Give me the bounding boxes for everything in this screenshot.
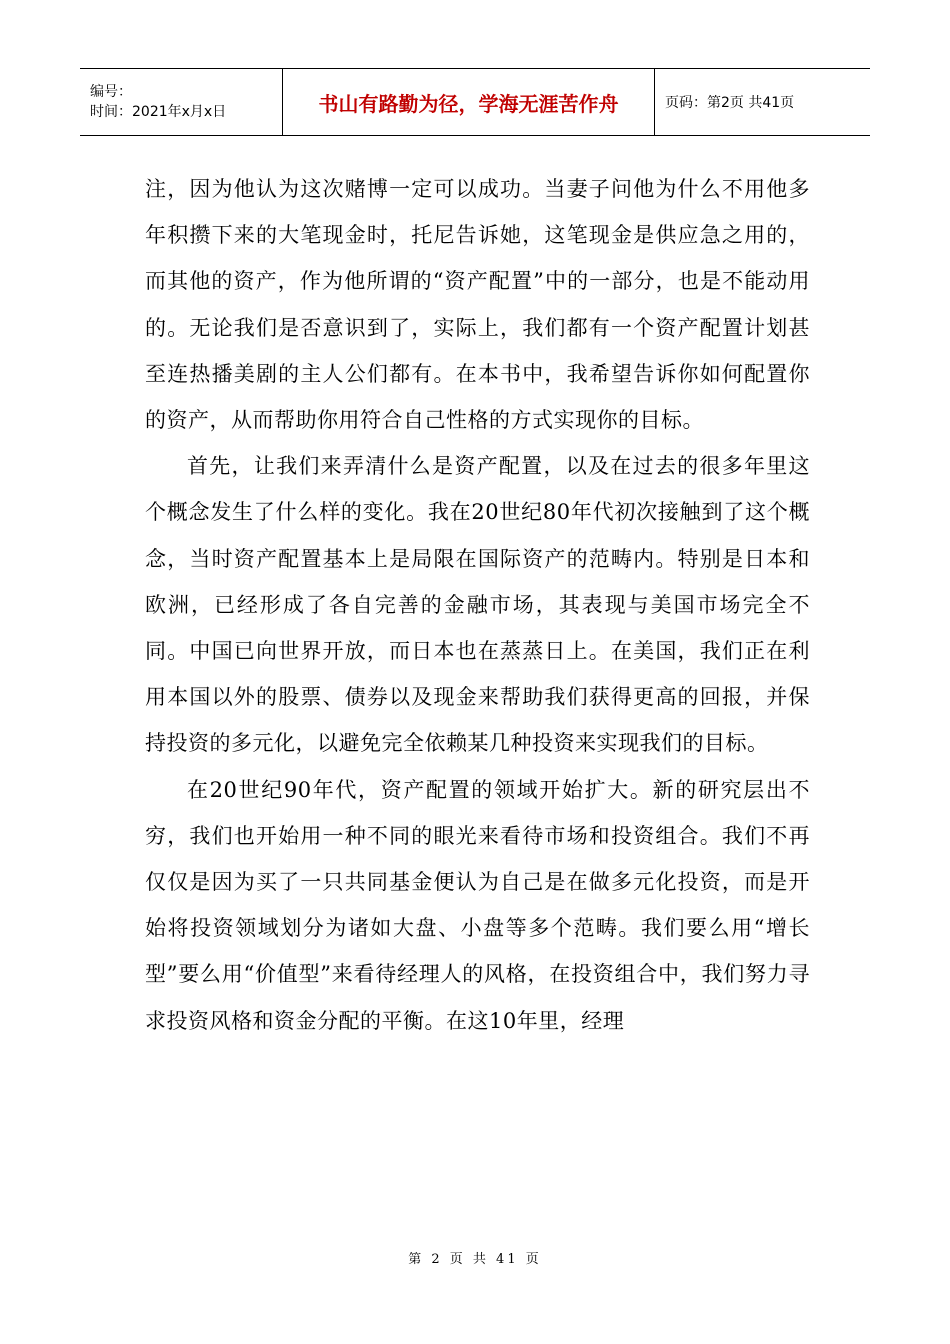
document-body (145, 166, 810, 1044)
header-page-cell (655, 69, 870, 135)
paragraph: 在20世纪90年代，资产配置的领域开始扩大。新的研究层出不穷，我们也开始用一种不同的眼光来看待市场和投资组合。我们不再仅仅是因为买了一只共同基金便认为自己是在做多元化投资，而是开始将投资领域划分为诸如大盘、小盘等多个范畴。我们要么用“增长型”要么用“价值型”来看待经理人的风格，在投资组合中，我们努力寻求投资风格和资金分配的平衡。在这10年里，经理 (145, 777, 810, 1033)
header-meta (80, 69, 283, 135)
document-date-label: 时间：2021年x月x日 (90, 104, 227, 120)
document-number-label: 编号： (90, 84, 132, 100)
header-motto-cell (283, 69, 655, 135)
page-footer: 第 2 页 共 41 页 (408, 1252, 542, 1267)
page-header (80, 68, 870, 136)
paragraph: 首先，让我们来弄清什么是资产配置，以及在过去的很多年里这个概念发生了什么样的变化。我在20世纪80年代初次接触到了这个概念，当时资产配置基本上是局限在国际资产的范畴内。特别是日本和欧洲，已经形成了各自完善的金融市场，其表现与美国市场完全不同。中国已向世界开放，而日本也在蒸蒸日上。在美国，我们正在利用本国以外的股票、债券以及现金来帮助我们获得更高的回报，并保持投资的多元化，以避免完全依赖某几种投资来实现我们的目标。 (145, 454, 810, 756)
header-motto: 书山有路勤为径，学海无涯苦作舟 (318, 91, 619, 116)
paragraph: 注，因为他认为这次赌博一定可以成功。当妻子问他为什么不用他多年积攒下来的大笔现金时，托尼告诉她，这笔现金是供应急之用的，而其他的资产，作为他所谓的“资产配置”中的一部分，也是不能动用的。无论我们是否意识到了，实际上，我们都有一个资产配置计划甚至连热播美剧的主人公们都有。在本书中，我希望告诉你如何配置你的资产，从而帮助你用符合自己性格的方式实现你的目标。 (145, 177, 810, 433)
header-page-label: 页码：第2页 共41页 (665, 95, 795, 111)
